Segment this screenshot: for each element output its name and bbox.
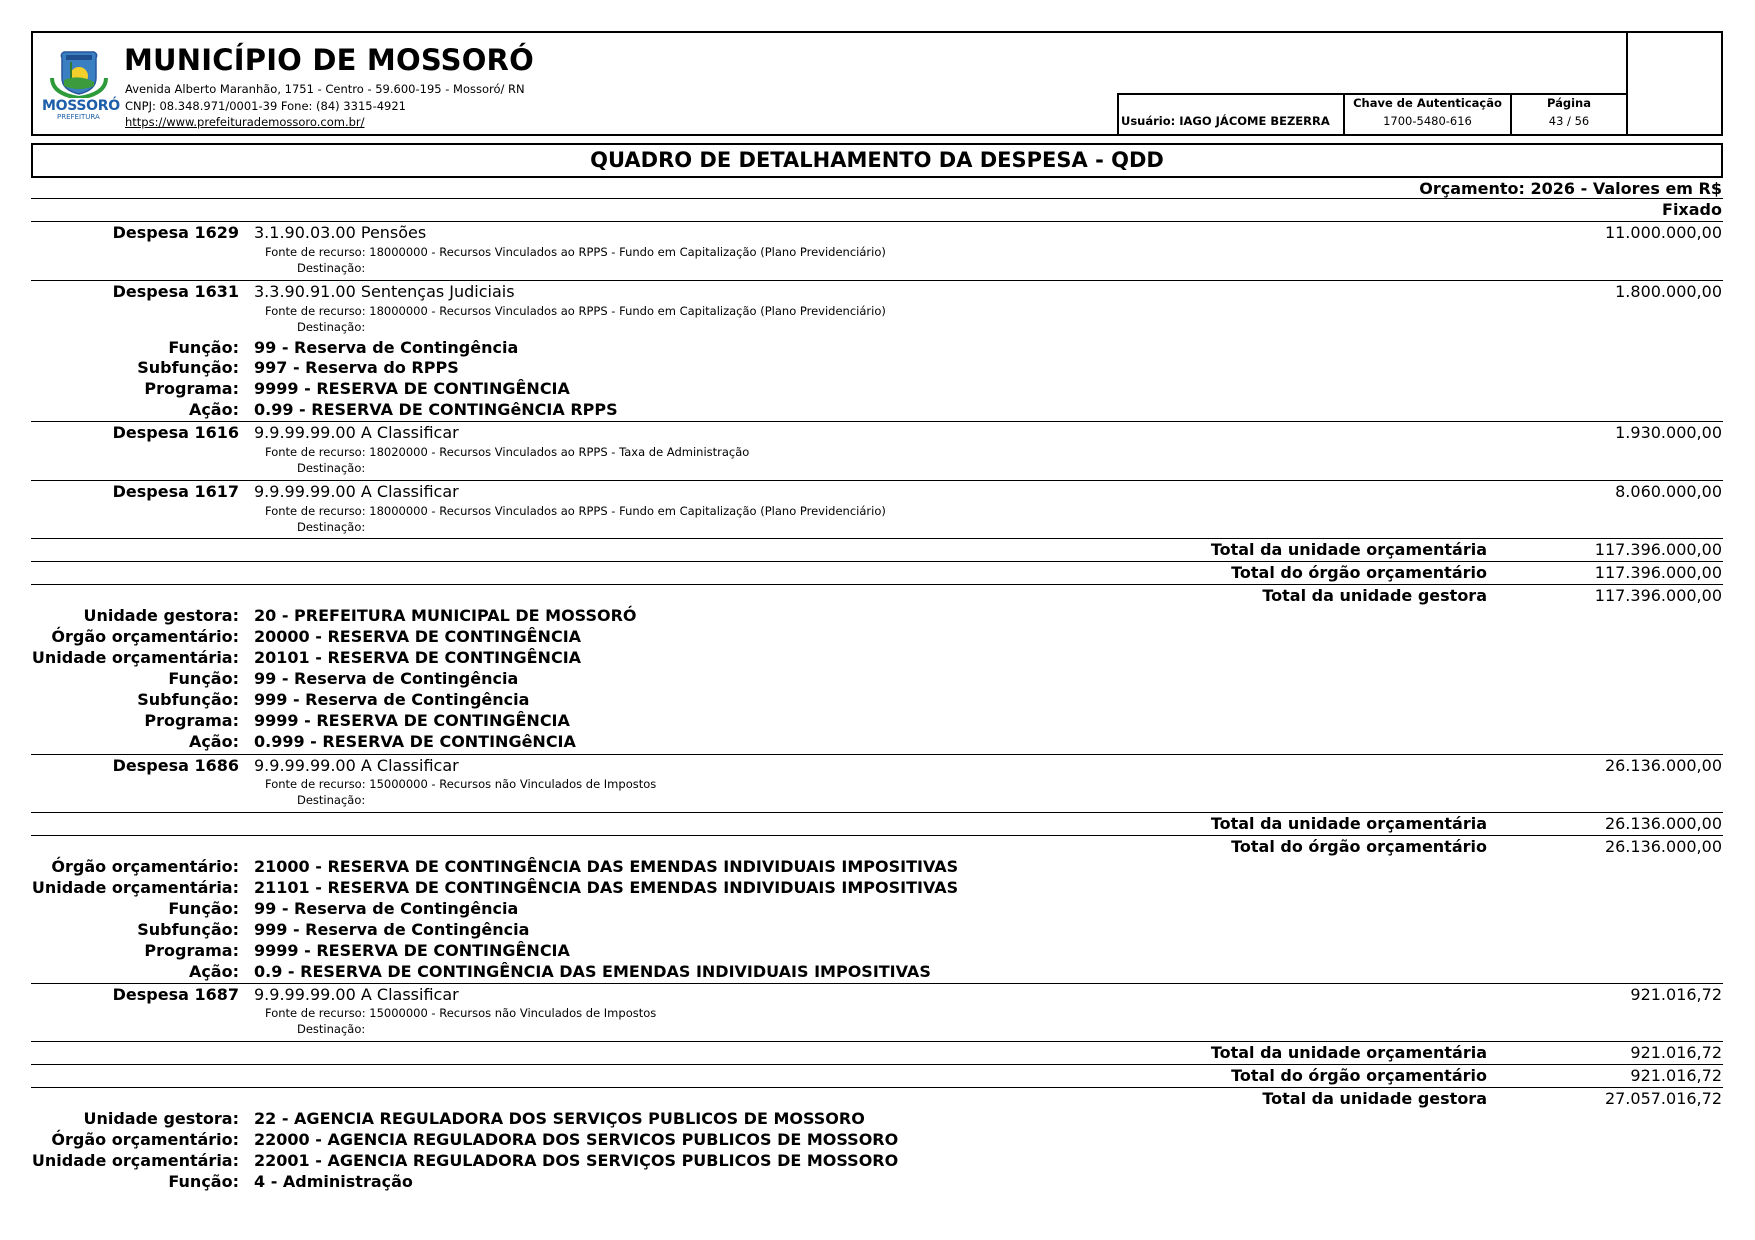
programa-value: 9999 - RESERVA DE CONTINGÊNCIA bbox=[254, 379, 570, 398]
expense-fonte: Fonte de recurso: 18000000 - Recursos Vinculados ao RPPS - Fundo em Capitalização (Plano Previdenciário) bbox=[265, 304, 886, 318]
logo-text: MOSSORÓ bbox=[42, 98, 120, 114]
divider bbox=[31, 1064, 1723, 1065]
unidade-orcamentaria-value: 22001 - AGENCIA REGULADORA DOS SERVIÇOS PUBLICOS DE MOSSORO bbox=[254, 1151, 899, 1170]
subfuncao-label: Subfunção: bbox=[137, 920, 239, 939]
funcao-value: 99 - Reserva de Contingência bbox=[254, 338, 519, 357]
total-uo-label: Total da unidade orçamentária bbox=[1210, 814, 1487, 833]
funcao-label: Função: bbox=[168, 338, 239, 357]
page-label: Página bbox=[1546, 96, 1591, 110]
total-orgao-label: Total do órgão orçamentário bbox=[1231, 563, 1487, 582]
acao-value: 0.99 - RESERVA DE CONTINGêNCIA RPPS bbox=[254, 400, 618, 419]
total-orgao-value: 117.396.000,00 bbox=[1594, 563, 1722, 582]
page-number: 43 / 56 bbox=[1548, 114, 1590, 128]
expense-value: 1.930.000,00 bbox=[1615, 423, 1722, 442]
expense-element: 3.3.90.91.00 Sentenças Judiciais bbox=[254, 282, 515, 301]
expense-label: Despesa 1631 bbox=[112, 282, 239, 301]
expense-label: Despesa 1629 bbox=[112, 223, 239, 242]
expense-value: 11.000.000,00 bbox=[1604, 223, 1722, 242]
funcao-label: Função: bbox=[168, 1172, 239, 1191]
total-ug-label: Total da unidade gestora bbox=[1262, 586, 1487, 605]
municipality-logo bbox=[42, 48, 120, 128]
auth-key-label: Chave de Autenticação bbox=[1353, 96, 1502, 110]
unidade-orcamentaria-value: 20101 - RESERVA DE CONTINGÊNCIA bbox=[254, 648, 582, 667]
qr-cell-left-border bbox=[1626, 31, 1628, 135]
orgao-label: Órgão orçamentário: bbox=[51, 857, 239, 876]
logo-subtext: PREFEITURA bbox=[57, 113, 100, 121]
municipality-name: MUNICÍPIO DE MOSSORÓ bbox=[124, 43, 534, 77]
total-ug-value: 117.396.000,00 bbox=[1594, 586, 1722, 605]
coat-of-arms-icon bbox=[42, 48, 116, 98]
divider bbox=[31, 221, 1723, 222]
total-ug-value: 27.057.016,72 bbox=[1604, 1089, 1722, 1108]
total-uo-label: Total da unidade orçamentária bbox=[1210, 540, 1487, 559]
expense-label: Despesa 1617 bbox=[112, 482, 239, 501]
divider bbox=[31, 983, 1723, 984]
unidade-gestora-value: 22 - AGENCIA REGULADORA DOS SERVIÇOS PUBLICOS DE MOSSORO bbox=[254, 1109, 865, 1128]
divider bbox=[31, 198, 1723, 199]
unidade-orcamentaria-label: Unidade orçamentária: bbox=[31, 648, 239, 667]
divider bbox=[31, 1041, 1723, 1042]
expense-label: Despesa 1686 bbox=[112, 756, 239, 775]
subfuncao-value: 997 - Reserva do RPPS bbox=[254, 358, 459, 377]
municipality-cnpj-phone: CNPJ: 08.348.971/0001-39 Fone: (84) 3315-4921 bbox=[125, 99, 406, 113]
divider bbox=[31, 421, 1723, 422]
orgao-value: 21000 - RESERVA DE CONTINGÊNCIA DAS EMENDAS INDIVIDUAIS IMPOSITIVAS bbox=[254, 857, 959, 876]
total-ug-label: Total da unidade gestora bbox=[1262, 1089, 1487, 1108]
programa-value: 9999 - RESERVA DE CONTINGÊNCIA bbox=[254, 711, 570, 730]
total-uo-label: Total da unidade orçamentária bbox=[1210, 1043, 1487, 1062]
funcao-value: 99 - Reserva de Contingência bbox=[254, 669, 519, 688]
expense-fonte: Fonte de recurso: 18000000 - Recursos Vinculados ao RPPS - Fundo em Capitalização (Plano Previdenciário) bbox=[265, 245, 886, 259]
expense-value: 921.016,72 bbox=[1630, 985, 1722, 1004]
total-orgao-value: 921.016,72 bbox=[1630, 1066, 1722, 1085]
acao-value: 0.9 - RESERVA DE CONTINGÊNCIA DAS EMENDAS INDIVIDUAIS IMPOSITIVAS bbox=[254, 962, 931, 981]
total-orgao-label: Total do órgão orçamentário bbox=[1231, 1066, 1487, 1085]
programa-value: 9999 - RESERVA DE CONTINGÊNCIA bbox=[254, 941, 570, 960]
divider bbox=[31, 538, 1723, 539]
header-info-top-border bbox=[1117, 93, 1627, 95]
total-orgao-label: Total do órgão orçamentário bbox=[1231, 837, 1487, 856]
divider bbox=[31, 754, 1723, 755]
orgao-value: 20000 - RESERVA DE CONTINGÊNCIA bbox=[254, 627, 582, 646]
funcao-value: 99 - Reserva de Contingência bbox=[254, 899, 519, 918]
programa-label: Programa: bbox=[144, 379, 239, 398]
total-uo-value: 921.016,72 bbox=[1630, 1043, 1722, 1062]
expense-destinacao: Destinação: bbox=[297, 261, 366, 275]
expense-fonte: Fonte de recurso: 15000000 - Recursos não Vinculados de Impostos bbox=[265, 1006, 657, 1020]
funcao-label: Função: bbox=[168, 669, 239, 688]
unidade-orcamentaria-label: Unidade orçamentária: bbox=[31, 1151, 239, 1170]
subfuncao-value: 999 - Reserva de Contingência bbox=[254, 690, 530, 709]
funcao-value: 4 - Administração bbox=[254, 1172, 413, 1191]
expense-fonte: Fonte de recurso: 18020000 - Recursos Vinculados ao RPPS - Taxa de Administração bbox=[265, 445, 750, 459]
expense-label: Despesa 1616 bbox=[112, 423, 239, 442]
total-uo-value: 117.396.000,00 bbox=[1594, 540, 1722, 559]
expense-destinacao: Destinação: bbox=[297, 520, 366, 534]
user-name: Usuário: IAGO JÁCOME BEZERRA bbox=[1121, 114, 1330, 128]
subfuncao-label: Subfunção: bbox=[137, 690, 239, 709]
user-cell-left-border bbox=[1117, 94, 1119, 134]
unidade-gestora-label: Unidade gestora: bbox=[83, 1109, 239, 1128]
expense-destinacao: Destinação: bbox=[297, 461, 366, 475]
programa-label: Programa: bbox=[144, 941, 239, 960]
programa-label: Programa: bbox=[144, 711, 239, 730]
divider bbox=[31, 561, 1723, 562]
orgao-label: Órgão orçamentário: bbox=[51, 627, 239, 646]
expense-element: 9.9.99.99.00 A Classificar bbox=[254, 756, 459, 775]
divider bbox=[31, 812, 1723, 813]
municipality-address: Avenida Alberto Maranhão, 1751 - Centro - 59.600-195 - Mossoró/ RN bbox=[125, 82, 525, 96]
funcao-label: Função: bbox=[168, 899, 239, 918]
subfuncao-label: Subfunção: bbox=[137, 358, 239, 377]
total-orgao-value: 26.136.000,00 bbox=[1604, 837, 1722, 856]
expense-value: 26.136.000,00 bbox=[1604, 756, 1722, 775]
expense-value: 1.800.000,00 bbox=[1615, 282, 1722, 301]
expense-value: 8.060.000,00 bbox=[1615, 482, 1722, 501]
acao-label: Ação: bbox=[188, 962, 239, 981]
expense-element: 3.1.90.03.00 Pensões bbox=[254, 223, 427, 242]
divider bbox=[31, 835, 1723, 836]
expense-fonte: Fonte de recurso: 18000000 - Recursos Vinculados ao RPPS - Fundo em Capitalização (Plano Previdenciário) bbox=[265, 504, 886, 518]
subfuncao-value: 999 - Reserva de Contingência bbox=[254, 920, 530, 939]
report-title: QUADRO DE DETALHAMENTO DA DESPESA - QDD bbox=[590, 148, 1164, 172]
acao-label: Ação: bbox=[188, 400, 239, 419]
expense-destinacao: Destinação: bbox=[297, 1022, 366, 1036]
unidade-orcamentaria-value: 21101 - RESERVA DE CONTINGÊNCIA DAS EMENDAS INDIVIDUAIS IMPOSITIVAS bbox=[254, 878, 959, 897]
acao-label: Ação: bbox=[188, 732, 239, 751]
orgao-value: 22000 - AGENCIA REGULADORA DOS SERVICOS PUBLICOS DE MOSSORO bbox=[254, 1130, 899, 1149]
expense-element: 9.9.99.99.00 A Classificar bbox=[254, 985, 459, 1004]
column-header-fixado: Fixado bbox=[1662, 200, 1722, 219]
expense-element: 9.9.99.99.00 A Classificar bbox=[254, 423, 459, 442]
total-uo-value: 26.136.000,00 bbox=[1604, 814, 1722, 833]
auth-key-value: 1700-5480-616 bbox=[1383, 114, 1472, 128]
divider bbox=[31, 584, 1723, 585]
unidade-gestora-label: Unidade gestora: bbox=[83, 606, 239, 625]
acao-value: 0.999 - RESERVA DE CONTINGêNCIA bbox=[254, 732, 576, 751]
divider bbox=[31, 1087, 1723, 1088]
expense-element: 9.9.99.99.00 A Classificar bbox=[254, 482, 459, 501]
budget-label: Orçamento: 2026 - Valores em R$ bbox=[1419, 179, 1722, 198]
expense-destinacao: Destinação: bbox=[297, 793, 366, 807]
municipality-website-link[interactable]: https://www.prefeiturademossoro.com.br/ bbox=[125, 115, 365, 129]
expense-fonte: Fonte de recurso: 15000000 - Recursos não Vinculados de Impostos bbox=[265, 777, 657, 791]
divider bbox=[31, 480, 1723, 481]
expense-label: Despesa 1687 bbox=[112, 985, 239, 1004]
unidade-orcamentaria-label: Unidade orçamentária: bbox=[31, 878, 239, 897]
orgao-label: Órgão orçamentário: bbox=[51, 1130, 239, 1149]
expense-destinacao: Destinação: bbox=[297, 320, 366, 334]
divider bbox=[31, 280, 1723, 281]
unidade-gestora-value: 20 - PREFEITURA MUNICIPAL DE MOSSORÓ bbox=[254, 606, 637, 625]
